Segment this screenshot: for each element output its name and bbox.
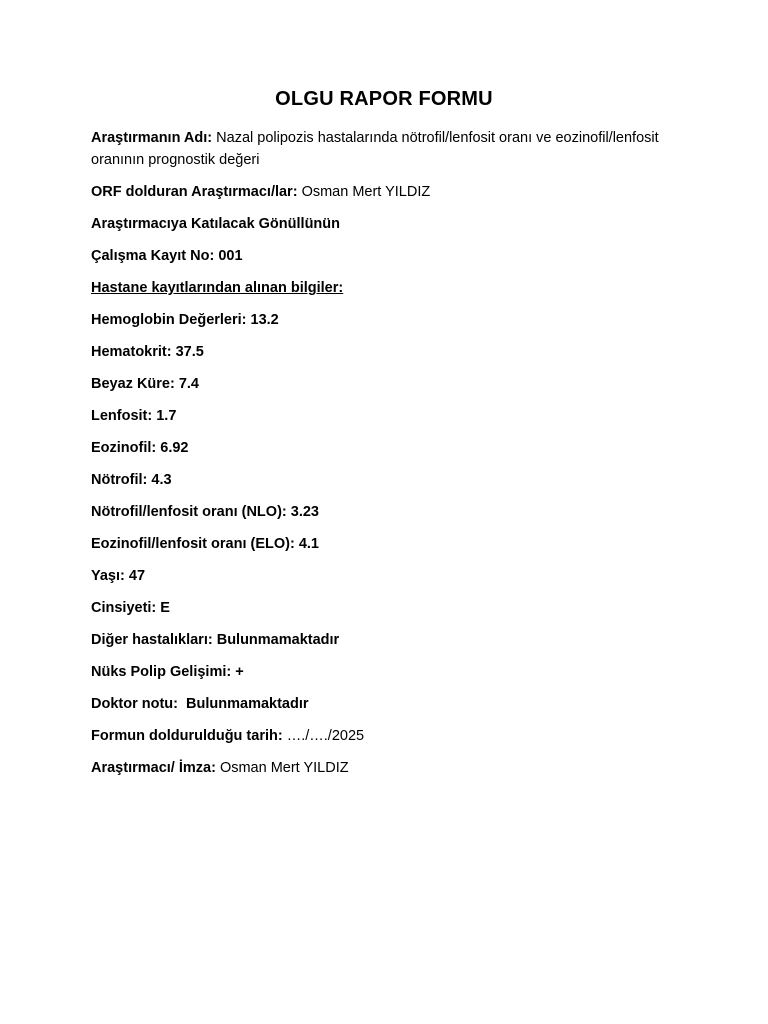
field-elr — [91, 533, 691, 555]
field-label: ORF dolduran Araştırmacı/lar: — [91, 184, 298, 200]
field-label: Formun doldurulduğu tarih: — [91, 728, 283, 744]
field-researchers — [91, 181, 691, 203]
field-value: 001 — [214, 248, 243, 264]
field-value: Nazal polipozis hastalarında nötrofil/lenfosit oranı ve eozinofil/lenfosit oranının prognostik değeri — [91, 130, 659, 168]
field-label: Hemoglobin Değerleri: — [91, 312, 247, 328]
field-study-name — [91, 127, 691, 171]
field-label: Nötrofil: — [91, 472, 148, 488]
field-lymphocyte — [91, 405, 691, 427]
field-fill-date — [91, 725, 691, 747]
field-value: 1.7 — [152, 408, 177, 424]
field-value: 6.92 — [156, 440, 189, 456]
field-value: 37.5 — [171, 344, 204, 360]
field-researcher-signature — [91, 757, 691, 779]
field-other-diseases — [91, 629, 691, 651]
field-value: 3.23 — [286, 504, 319, 520]
field-label: Nüks Polip Gelişimi: — [91, 664, 232, 680]
field-value: Osman Mert YILDIZ — [215, 760, 349, 776]
field-recurrent-polyp — [91, 661, 691, 683]
field-doctor-note — [91, 693, 691, 715]
field-label: Çalışma Kayıt No: — [91, 248, 215, 264]
field-white-blood-cell — [91, 373, 691, 395]
field-value: Bulunmamaktadır — [212, 632, 340, 648]
field-value: + — [231, 664, 244, 680]
field-label: Eozinofil/lenfosit oranı (ELO): — [91, 536, 295, 552]
field-label: Yaşı: — [91, 568, 125, 584]
field-value: …./…./2025 — [282, 728, 365, 744]
field-hospital-records-heading — [91, 277, 691, 299]
field-value: Osman Mert YILDIZ — [297, 184, 431, 200]
field-volunteer-heading — [91, 213, 691, 235]
form-content — [91, 127, 691, 789]
section-heading: Hastane kayıtlarından alınan bilgiler: — [91, 280, 344, 296]
field-nlr — [91, 501, 691, 523]
field-age — [91, 565, 691, 587]
field-registration-no — [91, 245, 691, 267]
field-label: Nötrofil/lenfosit oranı (NLO): — [91, 504, 287, 520]
field-eosinophil — [91, 437, 691, 459]
field-label: Cinsiyeti: — [91, 600, 157, 616]
field-value: E — [156, 600, 170, 616]
field-value: Bulunmamaktadır — [177, 696, 309, 712]
field-label: Hematokrit: — [91, 344, 172, 360]
field-value: 13.2 — [246, 312, 279, 328]
field-value: 47 — [124, 568, 146, 584]
field-value: 4.3 — [147, 472, 172, 488]
field-label: Diğer hastalıkları: — [91, 632, 213, 648]
field-label: Eozinofil: — [91, 440, 157, 456]
field-label: Araştırmanın Adı: — [91, 130, 213, 146]
field-label: Beyaz Küre: — [91, 376, 175, 392]
field-label: Araştırmacıya Katılacak Gönüllünün — [91, 216, 340, 232]
field-hematocrit — [91, 341, 691, 363]
field-label: Araştırmacı/ İmza: — [91, 760, 216, 776]
field-value: 4.1 — [294, 536, 319, 552]
field-label: Doktor notu: — [91, 696, 178, 712]
field-value: 7.4 — [174, 376, 199, 392]
field-label: Lenfosit: — [91, 408, 153, 424]
field-sex — [91, 597, 691, 619]
page-title: OLGU RAPOR FORMU — [275, 88, 493, 110]
field-hemoglobin — [91, 309, 691, 331]
field-neutrophil — [91, 469, 691, 491]
